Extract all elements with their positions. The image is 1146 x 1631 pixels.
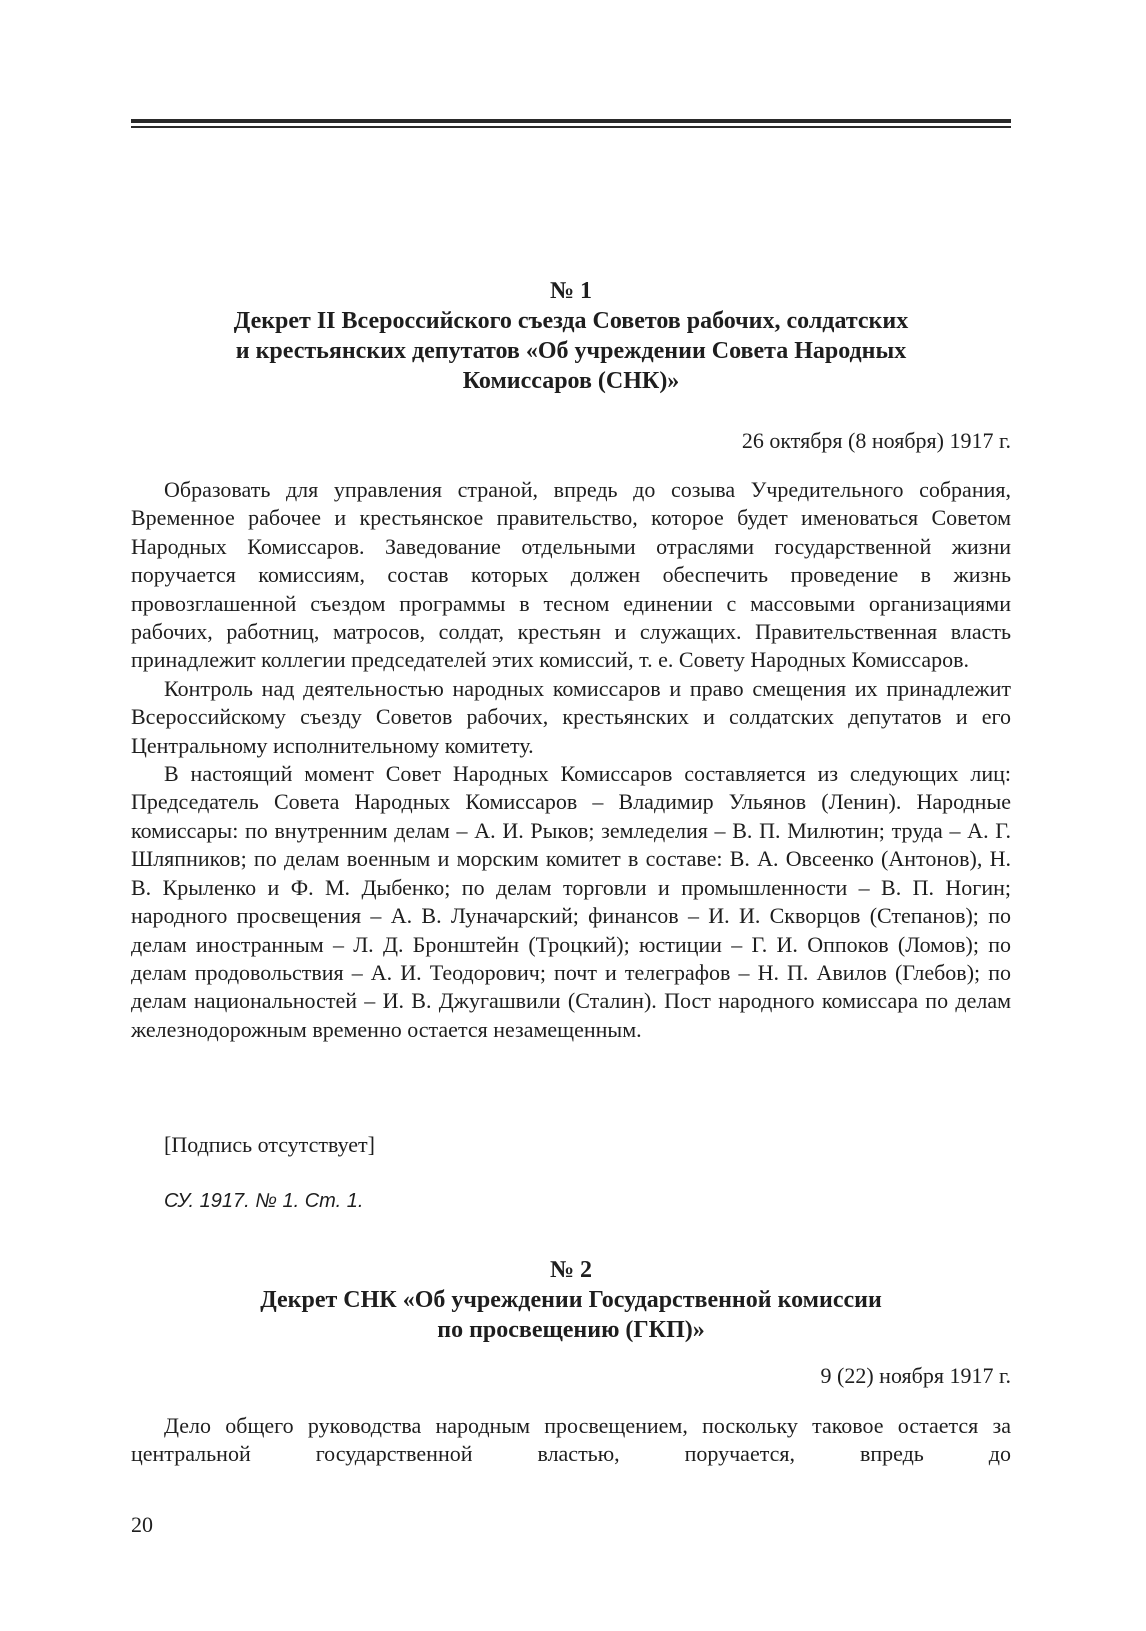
doc1-title-line-1: Декрет II Всероссийского съезда Советов рабочих, солдатских [233,308,909,334]
doc1-body [131,476,1011,1044]
doc2-paragraph-1: Дело общего руководства народным просвещением, поскольку таковое остается за центральной государственной властью, поручается, впредь до [131,1413,1011,1467]
doc1-date: 26 октября (8 ноября) 1917 г. [741,428,1011,453]
doc1-paragraph-1: Образовать для управления страной, впредь до созыва Учредительного собрания, Временное рабочее и крестьянское правительство, которое будет именоваться Советом Народных Комиссаров. Заведование отдельными отраслями государственной жизни поручается комиссиям, состав которых должен обеспечить проведение в жизнь провозглашенной съездом программы в тесном единении с массовыми организациями рабочих, работниц, матросов, солдат, крестьян и служащих. Правительственная власть принадлежит коллегии председателей этих комиссий, т. е. Совету Народных Комиссаров. [131,477,1011,673]
header-rule-thin [131,126,1011,128]
doc2-number: № 2 [549,1257,593,1283]
doc2-date: 9 (22) ноября 1917 г. [820,1363,1011,1388]
doc1-title-line-2: и крестьянских депутатов «Об учреждении Совета Народных [235,338,907,364]
doc2-heading [131,1255,1011,1345]
doc1-signature-note: [Подпись отсутствует] [164,1132,375,1157]
doc1-paragraph-2: Контроль над деятельностью народных комиссаров и право смещения их принадлежит Всероссийскому съезду Советов рабочих, крестьянских и солдатских депутатов и его Центральному исполнительному комитету. [131,675,1011,758]
doc1-source: СУ. 1917. № 1. Ст. 1. [164,1190,364,1212]
doc1-heading [131,276,1011,396]
doc1-number: № 1 [549,278,593,304]
doc2-title-line-2: по просвещению (ГКП)» [437,1317,705,1343]
header-rule-thick [131,119,1011,123]
doc1-paragraph-3: В настоящий момент Совет Народных Комиссаров составляется из следующих лиц: Председатель Совета Народных Комиссаров – Владимир Ульянов (Ленин). Народные комиссары: по внутренним делам – А. И. Рыков; земледелия – В. П. Милютин; труда – А. Г. Шляпников; по делам военным и морским комитет в составе: В. А. Овсеенко (Антонов), Н. В. Крыленко и Ф. М. Дыбенко; по делам торговли и промышленности – В. П. Ногин; народного просвещения – А. В. Луначарский; финансов – И. И. Скворцов (Степанов); по делам иностранным – Л. Д. Бронштейн (Троцкий); юстиции – Г. И. Оппоков (Ломов); по делам продовольствия – А. И. Теодорович; почт и телеграфов – Н. П. Авилов (Глебов); по делам национальностей – И. В. Джугашвили (Сталин). Пост народного комиссара по делам железнодорожным временно остается незамещенным. [131,761,1011,1042]
page-number: 20 [131,1512,153,1537]
doc1-title-line-3: Комиссаров (СНК)» [462,368,680,394]
doc2-title-line-1: Декрет СНК «Об учреждении Государственной комиссии [260,1287,882,1313]
